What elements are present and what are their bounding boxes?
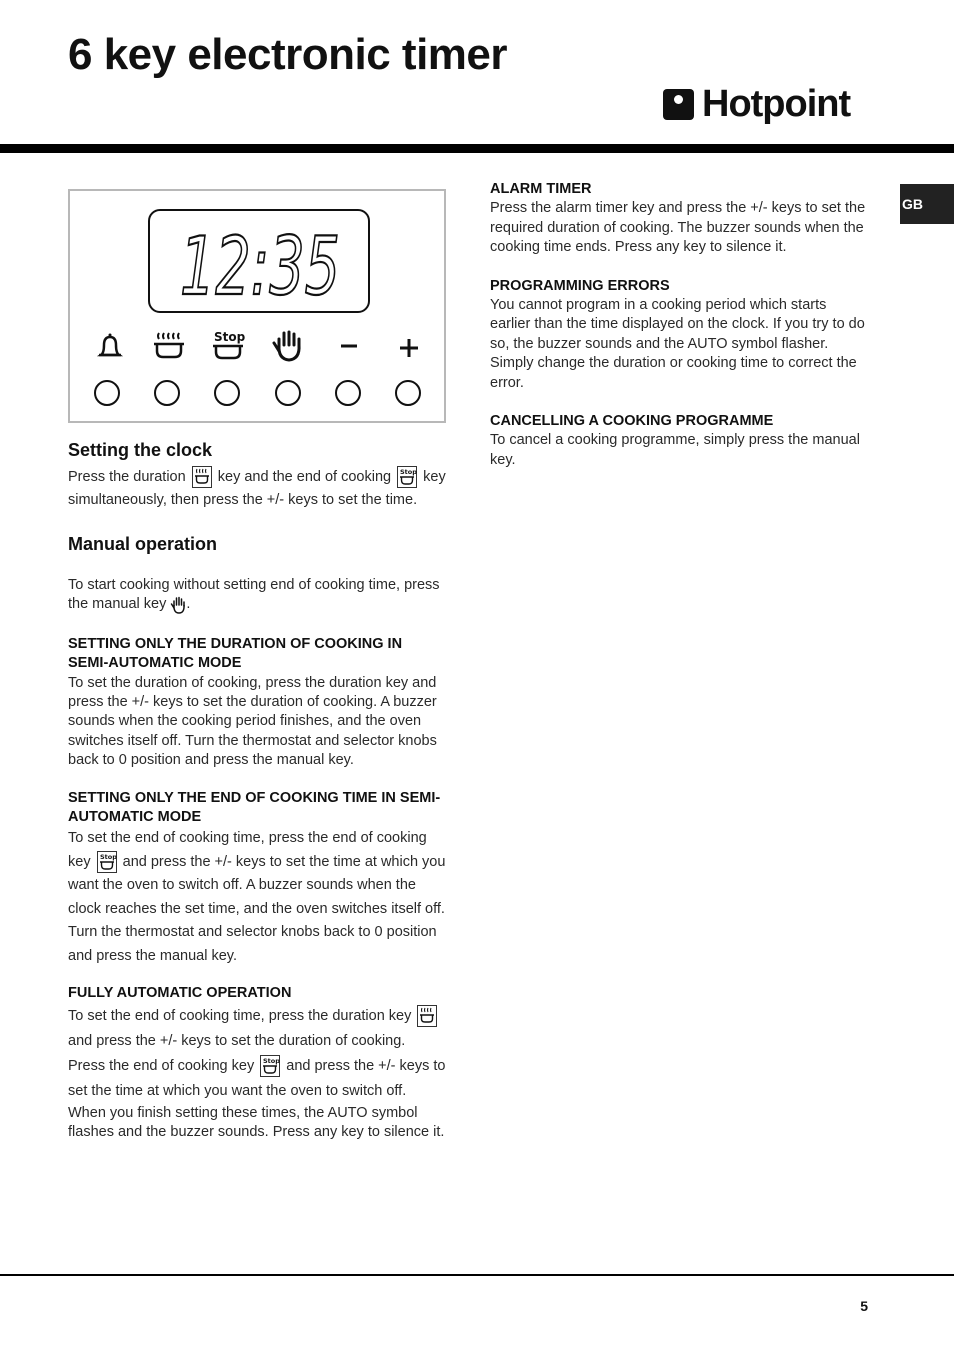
manual-operation-text-1: To start cooking without setting end of cooking time, press the manual key	[68, 577, 440, 613]
display-time: 12:35	[180, 220, 340, 313]
stop-key-label: Stop	[400, 468, 418, 477]
semi-end-heading: SETTING ONLY THE END OF COOKING TIME IN SEMI-AUTOMATIC MODE	[68, 789, 441, 826]
brand-logo	[663, 82, 850, 126]
fully-auto-text-para	[68, 1004, 446, 1104]
cancel-programme-text: To cancel a cooking programme, simply press the manual key.	[490, 432, 860, 468]
stop-key-label: Stop	[263, 1057, 281, 1066]
cancel-programme-heading: CANCELLING A COOKING PROGRAMME	[490, 413, 774, 430]
semi-duration-text: To set the duration of cooking, press the duration key and press the +/- keys to set the duration of cooking. A buzzer sounds when the cooking period finishes, and the oven switches itself off. Turn the thermostat and selector knobs back to 0 position and press the manual key.	[68, 674, 437, 769]
stop-label: Stop	[214, 330, 246, 344]
brand-name: Hotpoint	[702, 82, 851, 125]
fully-auto-text-3: and press the +/- keys to set the time at which you want the oven to switch off.	[68, 1057, 446, 1099]
duration-key-button[interactable]	[154, 380, 180, 406]
timer-display	[148, 209, 370, 313]
alarm-key-button[interactable]	[94, 380, 120, 406]
manual-key-icon	[170, 596, 186, 614]
page-title: 6 key electronic timer	[68, 30, 508, 79]
duration-key-icon	[417, 1005, 437, 1027]
fully-auto-text-1: To set the end of cooking time, press the duration key	[68, 1007, 412, 1024]
stop-key-icon	[397, 466, 417, 488]
language-tab: GB	[900, 184, 954, 224]
setting-clock-text-3: key simultaneously, then press the +/- keys to set the time.	[68, 469, 446, 508]
manual-hand-icon	[270, 329, 306, 363]
manual-operation-heading: Manual operation	[68, 534, 218, 554]
manual-key-button[interactable]	[275, 380, 301, 406]
semi-duration-heading: SETTING ONLY THE DURATION OF COOKING IN SEMI-AUTOMATIC MODE	[68, 635, 403, 672]
semi-end-text-2: and press the +/- keys to set the time at which you want the oven to switch off. A buzzer sounds when the clock reaches the set time, and the oven switches itself off. Turn the thermostat and selector knobs back to 0 position and press the manual key.	[68, 853, 446, 964]
setting-clock-text-2: key and the end of cooking	[217, 469, 392, 485]
setting-clock-heading: Setting the clock	[68, 440, 213, 460]
semi-end-text-1: To set the end of cooking time, press the end of cooking key	[68, 830, 427, 870]
plus-icon	[391, 329, 427, 363]
plus-key-button[interactable]	[395, 380, 421, 406]
end-of-cooking-key-button[interactable]	[214, 380, 240, 406]
minus-key-button[interactable]	[335, 380, 361, 406]
setting-clock-text-1: Press the duration	[68, 469, 186, 485]
fully-auto-text-4: When you finish setting these times, the AUTO symbol flashes and the buzzer sounds. Press any key to silence it.	[68, 1104, 445, 1141]
alarm-timer-text: Press the alarm timer key and press the +/- keys to set the required duration of cooking. The buzzer sounds when the cooking time ends. Press any key to silence it.	[490, 200, 866, 256]
stop-key-icon	[97, 851, 117, 873]
duration-icon	[151, 329, 187, 363]
stop-icon	[210, 329, 246, 363]
right-column	[490, 180, 870, 470]
display-digits	[150, 211, 368, 311]
timer-panel	[68, 189, 446, 423]
page-number: 5	[860, 1298, 868, 1314]
alarm-timer-heading: ALARM TIMER	[490, 181, 592, 197]
semi-end-text-para	[68, 827, 446, 968]
programming-errors-text: You cannot program in a cooking period which starts earlier than the time displayed on the clock. If you try to do so, the buzzer sounds and the AUTO symbol flasher. Simply change the duration or cooking time to correct the error.	[490, 297, 865, 391]
stop-key-icon	[260, 1055, 280, 1077]
duration-key-icon	[192, 466, 212, 488]
programming-errors-heading: PROGRAMMING ERRORS	[490, 277, 670, 294]
setting-clock-text	[68, 466, 446, 512]
header-rule	[0, 144, 954, 153]
fully-auto-heading: FULLY AUTOMATIC OPERATION	[68, 985, 292, 1002]
manual-operation-text	[68, 576, 446, 615]
fully-auto-text-2: and press the +/- keys to set the duration of cooking. Press the end of cooking key	[68, 1032, 406, 1074]
stop-key-label: Stop	[99, 853, 117, 862]
bell-icon	[92, 329, 128, 363]
footer-rule	[0, 1274, 954, 1276]
manual-operation-text-2: .	[186, 596, 191, 613]
hotpoint-logo-icon	[663, 89, 694, 120]
left-column	[68, 436, 446, 1143]
minus-icon	[331, 329, 367, 363]
